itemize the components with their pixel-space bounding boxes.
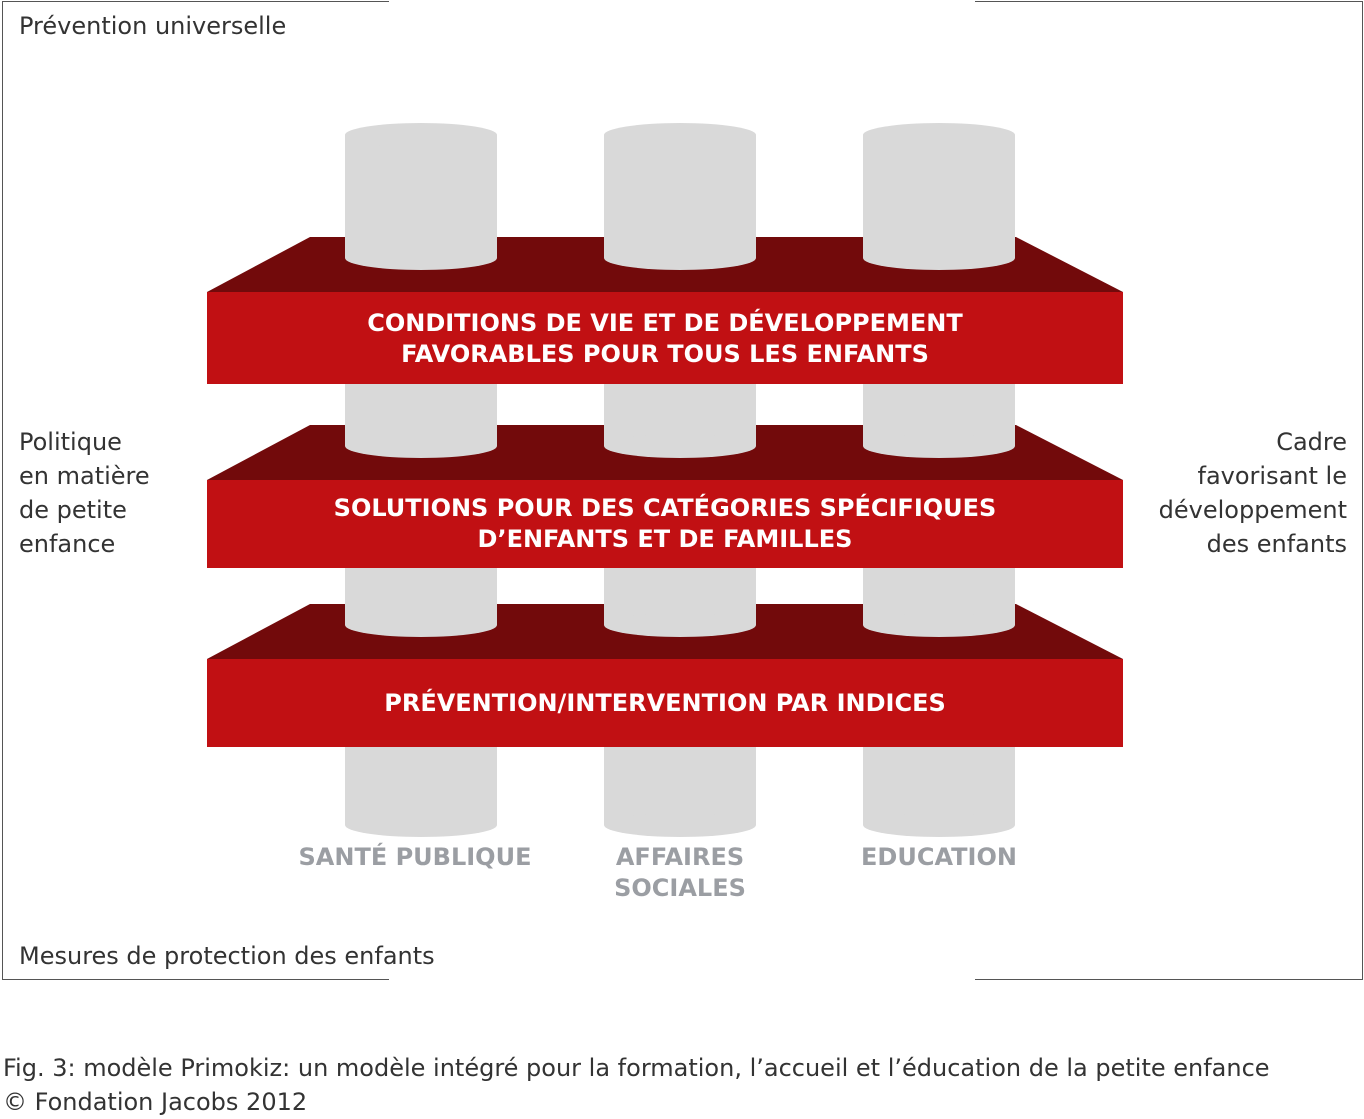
pillar-label-sante-publique: SANTÉ PUBLIQUE xyxy=(298,843,532,871)
label-mesures-protection: Mesures de protection des enfants xyxy=(19,942,435,970)
label-prevention-universelle: Prévention universelle xyxy=(19,12,287,40)
label-politique-petite-enfance: Politique en matière de petite enfance xyxy=(19,428,150,558)
label-cadre-developpement: Cadre favorisant le développement des enfants xyxy=(1158,428,1347,558)
layer-1-label: CONDITIONS DE VIE ET DE DÉVELOPPEMENT FAVORABLES POUR TOUS LES ENFANTS xyxy=(367,309,963,368)
layer-3 xyxy=(207,604,1123,747)
layer-3-label: PRÉVENTION/INTERVENTION PAR INDICES xyxy=(384,689,946,717)
figure-caption: Fig. 3: modèle Primokiz: un modèle intégré pour la formation, l’accueil et l’éducation de la petite enfance xyxy=(3,1054,1270,1082)
pillar-label-education: EDUCATION xyxy=(861,843,1017,871)
figure-copyright: © Fondation Jacobs 2012 xyxy=(3,1088,308,1116)
layer-2-label: SOLUTIONS POUR DES CATÉGORIES SPÉCIFIQUES D’ENFANTS ET DE FAMILLES xyxy=(333,494,997,553)
pillar-label-affaires-sociales: AFFAIRES SOCIALES xyxy=(614,843,746,902)
